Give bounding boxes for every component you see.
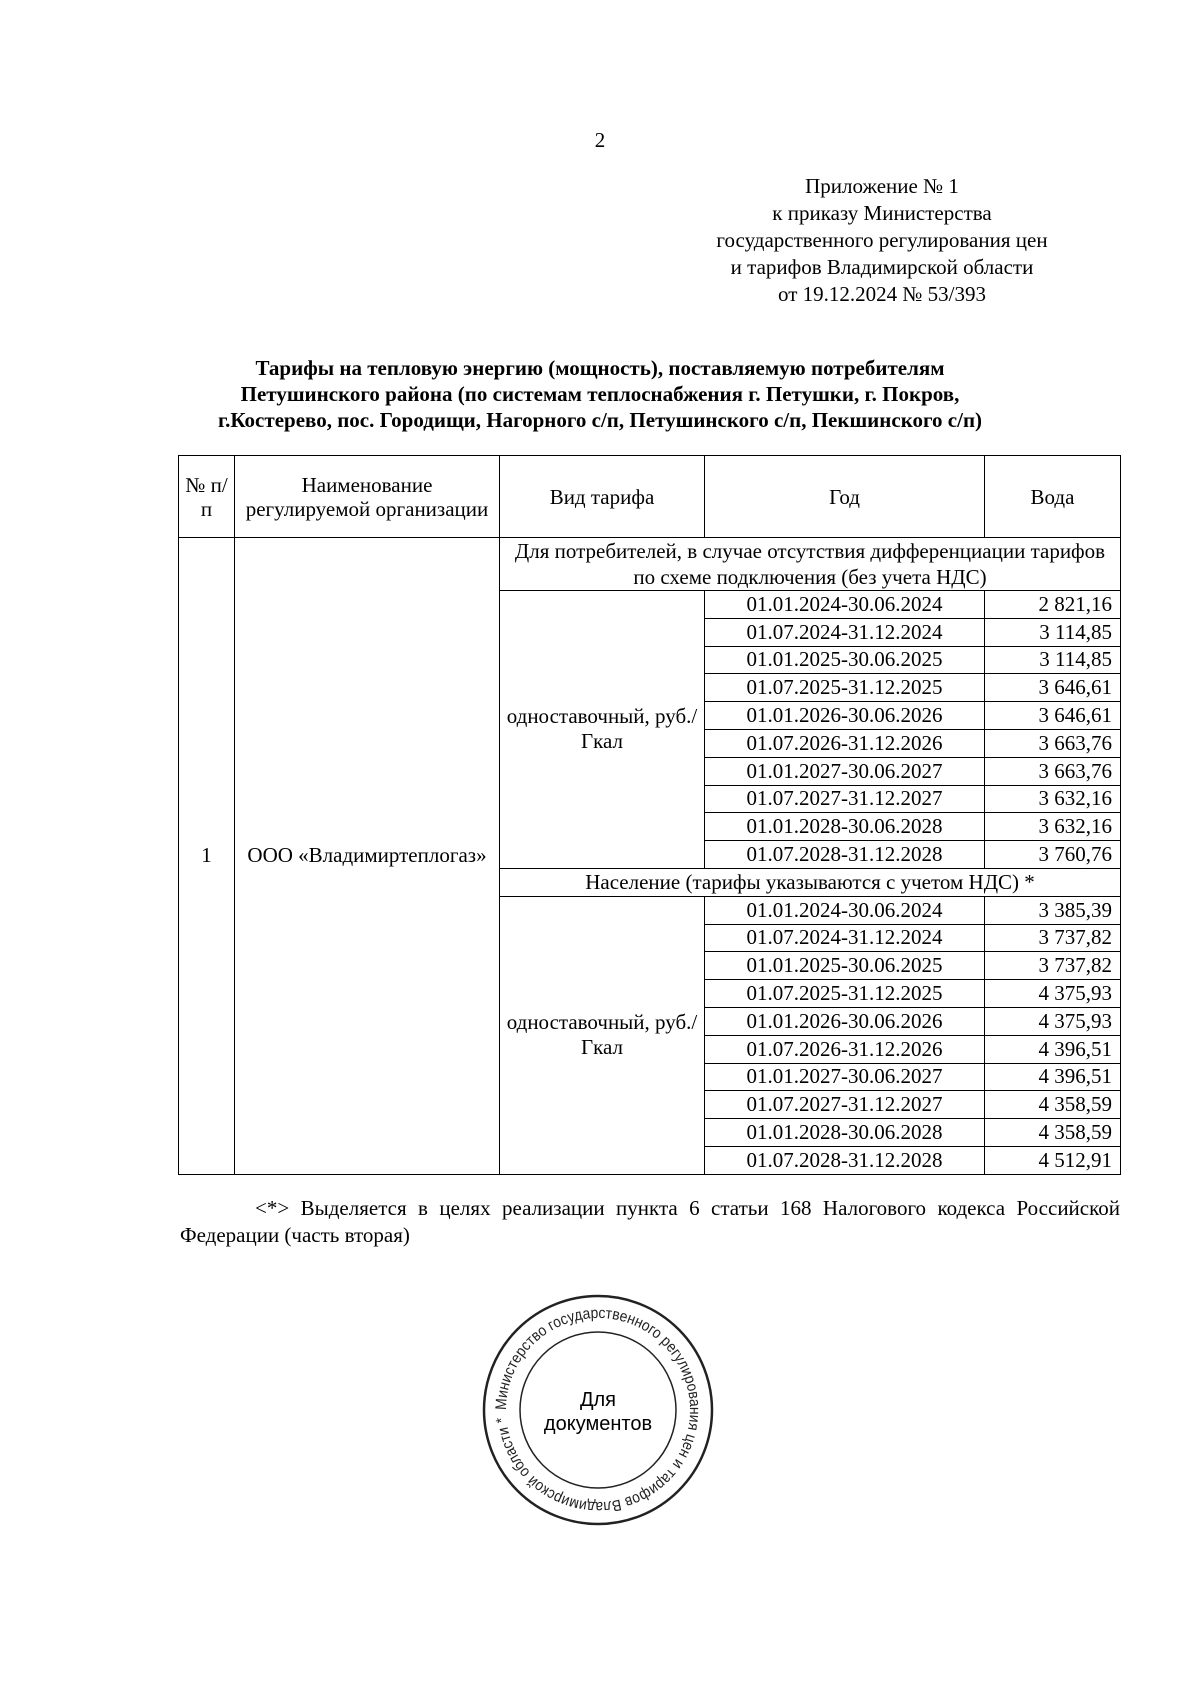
- tariff-type: одноставочный, руб./Гкал: [500, 896, 705, 1174]
- period-cell: 01.07.2028-31.12.2028: [705, 841, 985, 869]
- stamp-center-line: документов: [543, 1413, 653, 1435]
- water-tariff-value: 4 375,93: [985, 1007, 1121, 1035]
- appendix-line: и тарифов Владимирской области: [730, 255, 1034, 279]
- appendix-line: к приказу Министерства: [772, 201, 992, 225]
- title-line: Тарифы на тепловую энергию (мощность), поставляемую потребителям: [255, 356, 945, 380]
- organization-name: ООО «Владимиртеплогаз»: [235, 538, 500, 1175]
- official-stamp: [478, 1290, 718, 1530]
- period-cell: 01.07.2028-31.12.2028: [705, 1146, 985, 1174]
- water-tariff-value: 3 760,76: [985, 841, 1121, 869]
- period-cell: 01.07.2024-31.12.2024: [705, 618, 985, 646]
- group-header-row: [179, 538, 1121, 591]
- water-tariff-value: 3 632,16: [985, 785, 1121, 813]
- row-number: 1: [179, 538, 235, 1175]
- tariff-table: [178, 455, 1121, 1175]
- table-header-row: [179, 456, 1121, 538]
- water-tariff-value: 4 512,91: [985, 1146, 1121, 1174]
- period-cell: 01.01.2025-30.06.2025: [705, 952, 985, 980]
- table-body: [179, 538, 1121, 1175]
- water-tariff-value: 3 737,82: [985, 952, 1121, 980]
- water-tariff-value: 4 358,59: [985, 1091, 1121, 1119]
- appendix-line: от 19.12.2024 № 53/393: [777, 282, 987, 306]
- appendix-line: государственного регулирования цен: [716, 228, 1048, 252]
- water-tariff-value: 4 358,59: [985, 1119, 1121, 1147]
- header-year: Год: [705, 456, 985, 538]
- title-line: Петушинского района (по системам теплоснабжения г. Петушки, г. Покров,: [240, 382, 960, 406]
- document-title: [180, 355, 1020, 433]
- header-num: № п/п: [179, 456, 235, 538]
- period-cell: 01.07.2026-31.12.2026: [705, 1035, 985, 1063]
- period-cell: 01.01.2025-30.06.2025: [705, 646, 985, 674]
- period-cell: 01.07.2027-31.12.2027: [705, 785, 985, 813]
- period-cell: 01.01.2027-30.06.2027: [705, 757, 985, 785]
- header-organization: Наименование регулируемой организации: [235, 456, 500, 538]
- water-tariff-value: 3 646,61: [985, 702, 1121, 730]
- header-tariff-type: Вид тарифа: [500, 456, 705, 538]
- water-tariff-value: 4 396,51: [985, 1063, 1121, 1091]
- period-cell: 01.01.2027-30.06.2027: [705, 1063, 985, 1091]
- water-tariff-value: 3 663,76: [985, 729, 1121, 757]
- period-cell: 01.07.2025-31.12.2025: [705, 980, 985, 1008]
- stamp-center-line: Для: [579, 1389, 617, 1411]
- period-cell: 01.01.2028-30.06.2028: [705, 813, 985, 841]
- period-cell: 01.07.2027-31.12.2027: [705, 1091, 985, 1119]
- period-cell: 01.07.2025-31.12.2025: [705, 674, 985, 702]
- period-cell: 01.07.2024-31.12.2024: [705, 924, 985, 952]
- water-tariff-value: 3 114,85: [985, 618, 1121, 646]
- page-number: 2: [594, 128, 606, 152]
- water-tariff-value: 4 375,93: [985, 980, 1121, 1008]
- period-cell: 01.01.2026-30.06.2026: [705, 702, 985, 730]
- period-cell: 01.01.2024-30.06.2024: [705, 896, 985, 924]
- period-cell: 01.01.2026-30.06.2026: [705, 1007, 985, 1035]
- appendix-header: [672, 173, 1092, 308]
- period-cell: 01.07.2026-31.12.2026: [705, 729, 985, 757]
- water-tariff-value: 3 632,16: [985, 813, 1121, 841]
- water-tariff-value: 4 396,51: [985, 1035, 1121, 1063]
- consumer-group-label: Для потребителей, в случае отсутствия дифференциации тарифов по схеме подключения (без учета НДС): [500, 538, 1121, 591]
- title-line: г.Костерево, пос. Городищи, Нагорного с/п, Петушинского с/п, Пекшинского с/п): [217, 408, 983, 432]
- tariff-type: одноставочный, руб./Гкал: [500, 591, 705, 869]
- consumer-group-label: Население (тарифы указываются с учетом НДС) *: [500, 868, 1121, 896]
- water-tariff-value: 2 821,16: [985, 591, 1121, 619]
- footnote: <*> Выделяется в целях реализации пункта 6 статьи 168 Налогового кодекса Российской Федерации (часть вторая): [180, 1196, 1120, 1247]
- period-cell: 01.01.2024-30.06.2024: [705, 591, 985, 619]
- stamp-center-text: [478, 1388, 718, 1436]
- water-tariff-value: 3 385,39: [985, 896, 1121, 924]
- water-tariff-value: 3 737,82: [985, 924, 1121, 952]
- stamp-ring-text: Министерство государственного регулирования цен и тарифов Владимирской области *: [492, 1304, 704, 1516]
- appendix-line: Приложение № 1: [805, 174, 959, 198]
- water-tariff-value: 3 663,76: [985, 757, 1121, 785]
- water-tariff-value: 3 646,61: [985, 674, 1121, 702]
- period-cell: 01.01.2028-30.06.2028: [705, 1119, 985, 1147]
- water-tariff-value: 3 114,85: [985, 646, 1121, 674]
- header-water: Вода: [985, 456, 1121, 538]
